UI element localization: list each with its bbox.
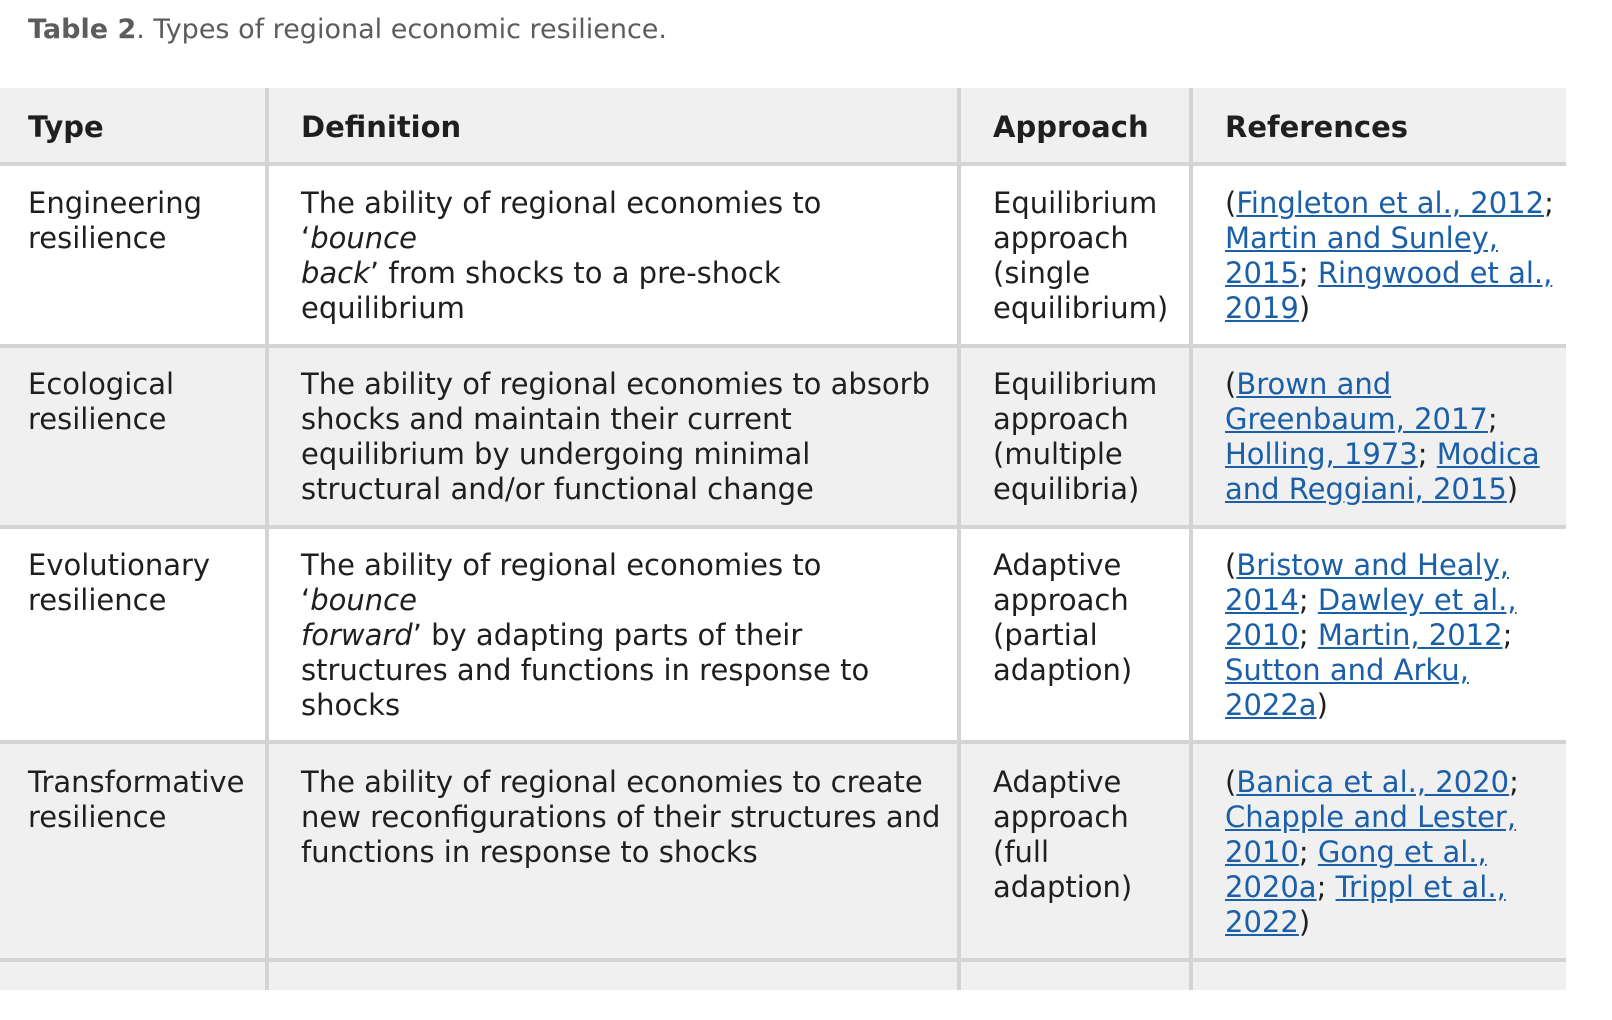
definition-text: The ability of regional economies to ‘ [301,548,822,617]
table-row-2-approach [993,367,1183,507]
type-line: Evolutionary [28,548,211,582]
definition-emphasis: forward [301,618,413,652]
row-divider-1 [0,344,1566,348]
reference-link[interactable]: Sutton and Arku, 2022a [1225,653,1469,722]
type-line: resilience [28,221,167,255]
definition-emphasis: bounce [310,221,417,255]
table-row-4-type [28,765,258,835]
table-row-2-references [1225,367,1555,507]
table-row-1-definition [301,186,941,326]
table-caption [28,14,667,45]
row-divider-4 [0,958,1566,962]
ref-separator: ; [1316,870,1327,904]
table-row-4-definition: The ability of regional economies to create new reconfigurations of their structures and functions in response to shocks [301,765,941,869]
ref-separator: ; [1417,437,1428,471]
header-approach: Approach [993,110,1149,144]
ref-paren: ) [1506,472,1519,506]
ref-separator: ; [1298,835,1309,869]
approach-line: (single [993,256,1091,290]
reference-link[interactable]: Dawley et al., 2010 [1225,583,1517,652]
header-references: References [1225,110,1409,144]
column-divider-2 [957,88,961,990]
reference-link[interactable]: Martin and Sunley, 2015 [1225,221,1498,290]
table-row-3-type [28,548,258,618]
reference-link[interactable]: Ringwood et al., 2019 [1225,256,1553,325]
table-caption-label: Table 2 [28,14,137,45]
reference-link[interactable]: Banica et al., 2020 [1236,765,1510,799]
ref-paren: ( [1225,548,1237,582]
approach-line: Adaptive [993,548,1122,582]
approach-line: approach [993,221,1129,255]
approach-line: (partial [993,618,1098,652]
ref-separator: ; [1298,618,1309,652]
approach-line: adaption) [993,870,1133,904]
approach-line: Equilibrium [993,367,1158,401]
ref-paren: ) [1316,688,1328,722]
ref-paren: ) [1298,291,1311,325]
approach-line: Equilibrium [993,186,1158,220]
table-row-3-definition [301,548,941,723]
table-row-1-references [1225,186,1555,326]
approach-line: equilibria) [993,472,1140,506]
table-row-3-approach [993,548,1183,688]
approach-line: Adaptive [993,765,1122,799]
reference-link[interactable]: Chapple and Lester, 2010 [1225,800,1517,869]
type-line: Ecological [28,367,175,401]
column-divider-3 [1189,88,1193,990]
approach-line: approach [993,800,1129,834]
table-row-3-references [1225,548,1555,723]
type-line: resilience [28,583,167,617]
type-line: resilience [28,402,167,436]
ref-separator: ; [1298,583,1309,617]
table-row-4-approach [993,765,1183,905]
row-divider-3 [0,740,1566,744]
ref-separator: ; [1509,765,1519,799]
table-row-4-references [1225,765,1555,940]
table-row-1-type [28,186,258,256]
table-row-1-approach [993,186,1183,326]
approach-line: adaption) [993,653,1133,687]
approach-line: approach [993,402,1129,436]
table-caption-text: . Types of regional economic resilience. [136,14,667,45]
ref-separator: ; [1298,256,1309,290]
definition-text: ’ from shocks to a pre-shock equilibrium [301,256,781,325]
definition-emphasis: back [301,256,370,290]
header-definition: Definition [301,110,462,144]
approach-line: (multiple [993,437,1123,471]
ref-separator: ; [1487,402,1498,436]
reference-link[interactable]: Brown and Greenbaum, 2017 [1225,367,1488,436]
resilience-table [0,88,1566,990]
row-divider-2 [0,525,1566,529]
approach-line: (full [993,835,1050,869]
reference-link[interactable]: Trippl et al., 2022 [1225,870,1506,939]
reference-link[interactable]: Fingleton et al., 2012 [1236,186,1545,220]
definition-text: The ability of regional economies to ‘ [301,186,822,255]
ref-paren: ( [1225,186,1237,220]
reference-link[interactable]: Bristow and Healy, 2014 [1225,548,1509,617]
reference-link[interactable]: Gong et al., 2020a [1225,835,1487,904]
table-row-2-definition: The ability of regional economies to absorb shocks and maintain their current equilibrium by undergoing minimal structural and/or functional change [301,367,931,506]
header-type: Type [28,110,104,144]
type-line: resilience [28,800,167,834]
ref-paren: ( [1225,765,1237,799]
column-divider-1 [265,88,269,990]
ref-separator: ; [1544,186,1554,220]
definition-text: ’ by adapting parts of their structures and functions in response to shocks [301,618,870,722]
reference-link[interactable]: Martin, 2012 [1317,618,1503,652]
ref-separator: ; [1502,618,1513,652]
header-divider [0,162,1566,166]
ref-paren: ( [1225,367,1237,401]
type-line: Transformative [28,765,245,799]
definition-emphasis: bounce [310,583,417,617]
table-row-2-type [28,367,258,437]
approach-line: equilibrium) [993,291,1169,325]
reference-link[interactable]: Holling, 1973 [1225,437,1418,471]
approach-line: approach [993,583,1129,617]
reference-link[interactable]: Modica and Reggiani, 2015 [1225,437,1540,506]
type-line: Engineering [28,186,202,220]
ref-paren: ) [1298,905,1311,939]
